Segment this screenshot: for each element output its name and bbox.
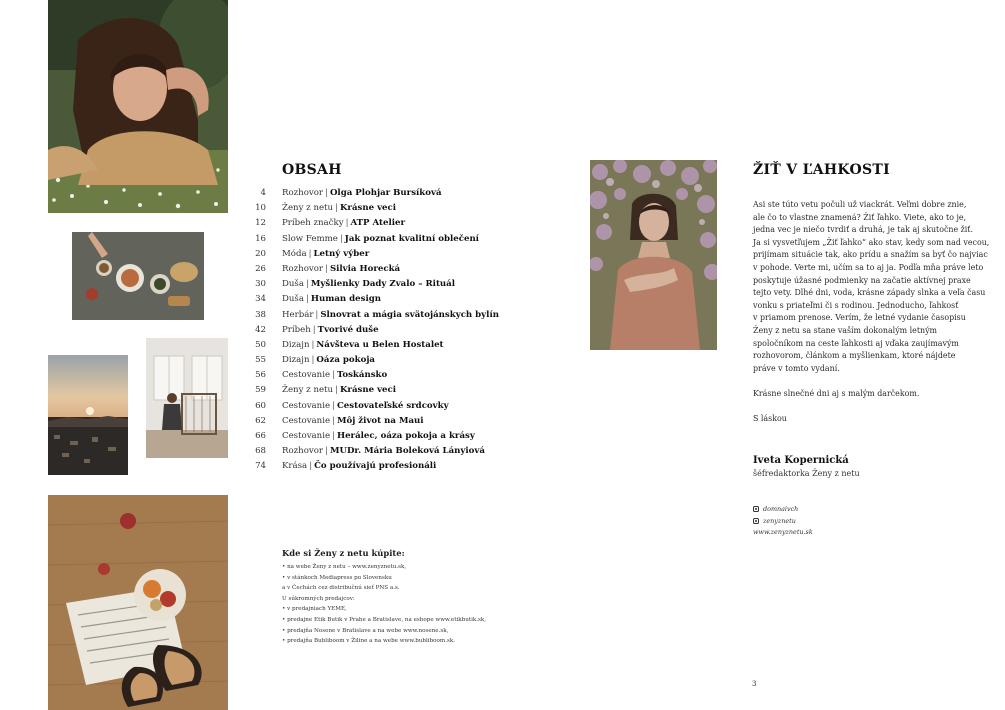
toc-page-number: 4	[260, 188, 266, 198]
toc-page-number: 34	[255, 294, 266, 305]
editorial-line: poskytuje úžasné podmienky na začatie aktívnej praxe	[753, 275, 971, 285]
toc-article-title: Myšlienky Dady Zvalo – Rituál	[310, 279, 455, 290]
editorial-line: práve v tomto vydaní.	[753, 363, 840, 373]
toc-category: Dizajn	[282, 355, 310, 366]
social-instagram-2[interactable]	[753, 516, 813, 528]
toc-page-number: 55	[255, 355, 266, 366]
signature-name: Iveta Kopernická	[753, 455, 849, 466]
toc-article-title: Human design	[310, 294, 381, 305]
toc-item[interactable]: 55 Dizajn | Oáza pokoja	[248, 353, 499, 368]
social-instagram-1[interactable]	[753, 504, 813, 516]
toc-page-number: 10	[255, 203, 266, 214]
editorial-title: ŽIŤ V ĽAHKOSTI	[753, 162, 890, 178]
toc-article-title: Slnovrat a mágia svätojánskych bylín	[320, 309, 499, 320]
toc-article-title: Toskánsko	[336, 370, 388, 381]
toc-article-title: Olga Plohjar Bursíková	[329, 188, 442, 198]
editorial-line: v priamom prenose. Verím, že letné vydanie časopisu	[753, 313, 966, 323]
toc-item[interactable]: 10 Ženy z netu | Krásne veci	[248, 201, 499, 216]
toc-category: Cestovanie	[282, 415, 331, 426]
instagram-handle: domnaivch	[763, 505, 799, 513]
toc-page-number: 56	[255, 370, 266, 381]
toc-article-title: Cestovateľské srdcovky	[336, 400, 449, 411]
where-to-buy-line: • predajne Etik Butik v Prahe a Bratislave, na eshope www.etikbutik.sk,	[282, 616, 487, 623]
editorial-line: spoločníkom na ceste ľahkosti aj vďaka zaujímavým	[753, 338, 959, 348]
where-to-buy-line: • v predajniach YEME,	[282, 606, 347, 613]
toc-category: Rozhovor	[282, 446, 324, 457]
social-links	[753, 504, 813, 539]
toc-page-number: 30	[255, 279, 266, 290]
where-to-buy-line: U súkromných predajcov:	[282, 595, 355, 602]
toc-category: Príbeh značky	[282, 218, 344, 229]
photo-picnic-on-blanket	[72, 232, 204, 320]
toc-item[interactable]: 74 Krása | Čo používajú profesionáli	[248, 459, 499, 474]
toc-page-number: 12	[255, 218, 266, 229]
editorial-line: ale čo to vlastne znamená? Žiť ľahko. Viete, ako to je,	[753, 212, 967, 222]
toc-item[interactable]: 4 Rozhovor | Olga Plohjar Bursíková	[248, 186, 499, 201]
toc-category: Príbeh	[282, 324, 311, 335]
editorial-line: Ja si vysvetľujem „Žiť ľahko“ ako stav, kedy som nad vecou,	[753, 237, 990, 247]
where-to-buy-line: • predajňa Nosene v Bratislave a na webe www.nosene.sk,	[282, 627, 449, 634]
toc-item[interactable]: 12 Príbeh značky | ATP Atelier	[248, 216, 499, 231]
toc-article-title: Tvorivé duše	[317, 324, 379, 335]
toc-page-number: 50	[255, 339, 266, 350]
toc-article-title: ATP Atelier	[350, 218, 405, 229]
toc-category: Herbár	[282, 309, 314, 320]
editorial-line: rozhovorom, článkom a myšlienkam, ktoré nájdete	[753, 351, 956, 361]
toc-item[interactable]: 16 Slow Femme | Jak poznat kvalitní oblečení	[248, 232, 499, 247]
toc-page-number: 62	[255, 415, 266, 426]
toc-page-number: 60	[255, 400, 266, 411]
toc-category: Duša	[282, 294, 304, 305]
toc-category: Ženy z netu	[282, 203, 334, 214]
toc-item[interactable]: 56 Cestovanie | Toskánsko	[248, 368, 499, 383]
photo-newspaper-and-sandals	[48, 495, 228, 710]
toc-category: Dizajn	[282, 339, 310, 350]
toc-page-number: 38	[255, 309, 266, 320]
toc-item[interactable]: 34 Duša | Human design	[248, 292, 499, 307]
toc-article-title: Krásne veci	[339, 385, 397, 396]
toc-article-title: MUDr. Mária Boleková Lányiová	[329, 446, 485, 457]
editorial-line: jedna vec je niečo tvrdiť a druhá, je tak aj skutočne žiť.	[753, 225, 973, 235]
editorial-line: Asi ste túto vetu počuli už viackrát. Veľmi dobre znie,	[753, 200, 967, 209]
toc-page-number: 59	[255, 385, 266, 396]
instagram-handle: zenyznetu	[763, 516, 796, 525]
instagram-icon	[753, 506, 759, 512]
editorial-line: v pohode. Verte mi, učím sa to aj ja. Podľa mňa práve leto	[753, 262, 984, 272]
toc-category: Cestovanie	[282, 370, 331, 381]
toc-page-number: 26	[255, 263, 266, 274]
toc-category: Slow Femme	[282, 233, 338, 244]
toc-article-title: Jak poznat kvalitní oblečení	[344, 233, 479, 244]
page-number: 3	[752, 680, 757, 688]
photo-woman-among-flowers	[590, 160, 717, 350]
editorial-text	[753, 199, 990, 426]
photo-woman-lying-in-grass	[48, 0, 228, 213]
toc-page-number: 20	[255, 248, 266, 259]
toc-item[interactable]: 62 Cestovanie | Môj život na Maui	[248, 414, 499, 429]
editorial-line: Ženy z netu sa stane vaším dokonalým letným	[753, 325, 938, 335]
toc-item[interactable]: 20 Móda | Letný výber	[248, 247, 499, 262]
editorial-greeting: S láskou	[753, 414, 787, 424]
toc-list	[248, 186, 499, 475]
where-to-buy-list	[282, 562, 552, 647]
toc-article-title: Herálec, oáza pokoja a krásy	[336, 431, 475, 441]
toc-category: Krása	[282, 461, 308, 472]
where-to-buy-line: a v Čechách cez distribučnú sieť PNS a.s.	[282, 585, 400, 592]
toc-category: Rozhovor	[282, 188, 324, 198]
toc-page-number: 66	[255, 431, 266, 441]
signature-role: šéfredaktorka Ženy z netu	[753, 469, 860, 478]
where-to-buy-line: • na webe Ženy z netu – www.zenyznetu.sk,	[282, 564, 407, 570]
instagram-icon	[753, 518, 759, 524]
toc-category: Ženy z netu	[282, 385, 334, 396]
toc-article-title: Návšteva u Belen Hostalet	[316, 339, 444, 350]
editorial-line: prijímam situácie tak, ako prídu a snažím sa byť čo najviac	[753, 250, 988, 260]
toc-page-number: 74	[255, 461, 266, 472]
where-to-buy-line: • v stánkoch Mediapress po Slovensku	[282, 574, 392, 581]
toc-category: Móda	[282, 248, 307, 259]
toc-article-title: Môj život na Maui	[336, 415, 424, 426]
toc-item[interactable]: 60 Cestovanie | Cestovateľské srdcovky	[248, 399, 499, 414]
where-to-buy-line: • predajňa Bubliboom v Žiline a na webe www.bubliboom.sk.	[282, 638, 456, 645]
toc-category: Cestovanie	[282, 400, 331, 411]
toc-article-title: Letný výber	[313, 248, 370, 259]
toc-article-title: Silvia Horecká	[329, 263, 401, 274]
toc-item[interactable]: 38 Herbár | Slnovrat a mágia svätojánskych bylín	[248, 308, 499, 323]
toc-title: OBSAH	[282, 162, 342, 178]
editorial-line: tejto vety. Dlhé dni, voda, krásne západy slnka a veľa času	[753, 288, 986, 298]
toc-article-title: Oáza pokoja	[316, 355, 376, 366]
photo-woman-weaving-at-loom	[146, 338, 228, 458]
where-to-buy	[282, 548, 552, 647]
toc-item[interactable]: 42 Príbeh | Tvorivé duše	[248, 323, 499, 338]
toc-page-number: 16	[255, 233, 266, 244]
toc-article-title: Krásne veci	[339, 203, 397, 214]
photo-sunset-over-city	[48, 355, 128, 475]
toc-item[interactable]: 26 Rozhovor | Silvia Horecká	[248, 262, 499, 277]
editorial-line: vonku s priateľmi či s rodinou. Jednoducho, ľahkosť	[753, 300, 959, 310]
toc-category: Duša	[282, 279, 304, 290]
toc-item[interactable]: 66 Cestovanie | Herálec, oáza pokoja a krásy	[248, 429, 499, 444]
toc-article-title: Čo používajú profesionáli	[314, 461, 437, 472]
website-link[interactable]: www.zenyznetu.sk	[753, 528, 813, 536]
toc-page-number: 68	[255, 446, 266, 457]
toc-item[interactable]: 30 Duša | Myšlienky Dady Zvalo – Rituál	[248, 277, 499, 292]
toc-item[interactable]: 50 Dizajn | Návšteva u Belen Hostalet	[248, 338, 499, 353]
toc-item[interactable]: 68 Rozhovor | MUDr. Mária Boleková Lányiová	[248, 444, 499, 459]
toc-page-number: 42	[255, 324, 266, 335]
where-to-buy-title: Kde si Ženy z netu kúpite:	[282, 548, 405, 558]
toc-item[interactable]: 59 Ženy z netu | Krásne veci	[248, 383, 499, 398]
toc-category: Rozhovor	[282, 263, 324, 274]
editorial-closing: Krásne slnečné dni aj s malým darčekom.	[753, 388, 920, 398]
toc-category: Cestovanie	[282, 431, 331, 441]
